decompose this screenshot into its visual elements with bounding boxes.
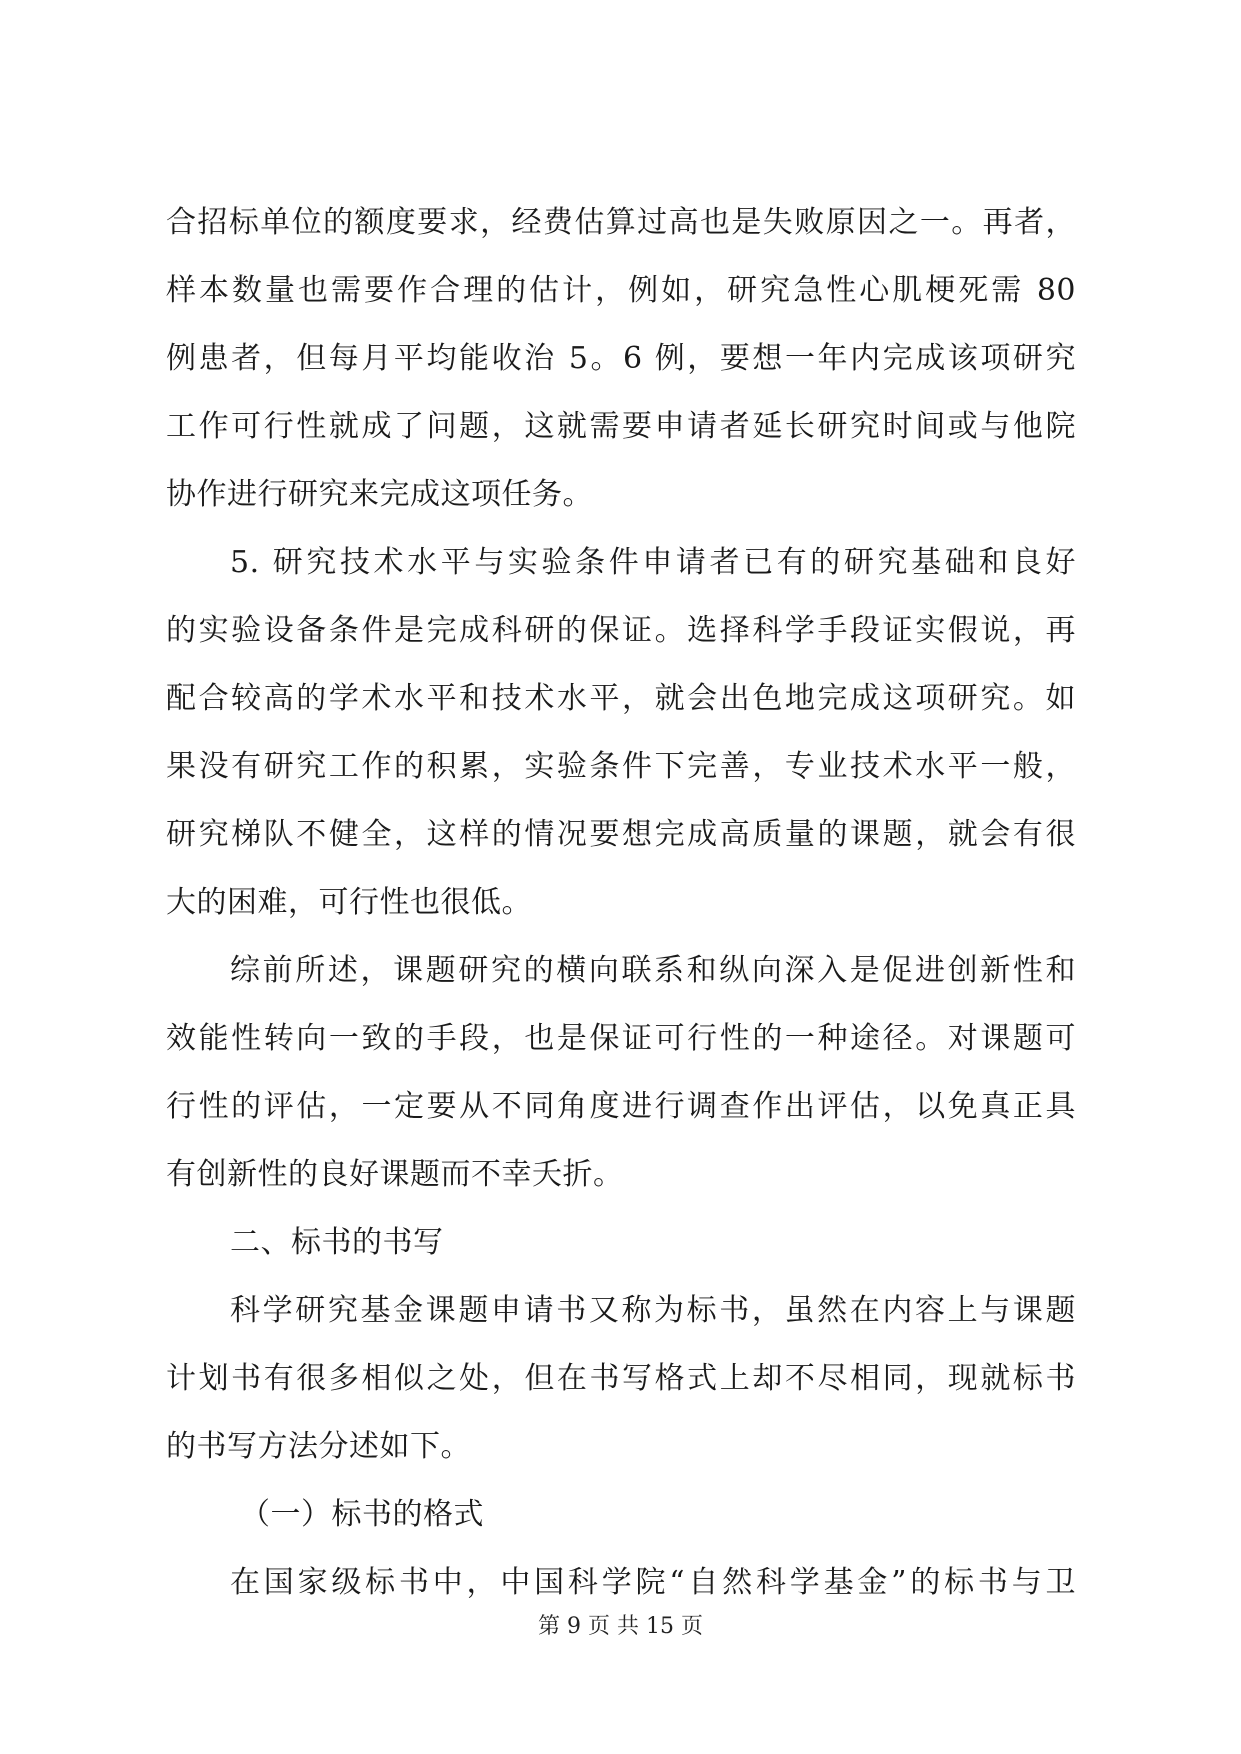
text-line: 5. 研究技术水平与实验条件申请者已有的研究基础和良好 bbox=[230, 545, 1076, 580]
page-footer: 第 9 页 共 15 页 bbox=[538, 1614, 703, 1639]
subsection-heading: （一）标书的格式 bbox=[240, 1497, 484, 1532]
text-line: 综前所述，课题研究的横向联系和纵向深入是促进创新性和 bbox=[230, 953, 1076, 988]
text-line: 有创新性的良好课题而不幸夭折。 bbox=[166, 1157, 624, 1192]
text-line: 行性的评估，一定要从不同角度进行调查作出评估，以免真正具 bbox=[166, 1089, 1076, 1124]
text-line: 在国家级标书中，中国科学院“自然科学基金”的标书与卫 bbox=[230, 1565, 1076, 1600]
text-line: 大的困难，可行性也很低。 bbox=[166, 885, 532, 920]
text-line: 的实验设备条件是完成科研的保证。选择科学手段证实假说，再 bbox=[166, 613, 1076, 648]
text-line: 例患者，但每月平均能收治 5。6 例，要想一年内完成该项研究 bbox=[166, 341, 1076, 376]
text-line: 合招标单位的额度要求，经费估算过高也是失败原因之一。再者， bbox=[166, 205, 1076, 240]
text-line: 协作进行研究来完成这项任务。 bbox=[166, 477, 593, 512]
text-line: 配合较高的学术水平和技术水平，就会出色地完成这项研究。如 bbox=[166, 681, 1076, 716]
text-line: 效能性转向一致的手段，也是保证可行性的一种途径。对课题可 bbox=[166, 1021, 1076, 1056]
text-line: 样本数量也需要作合理的估计，例如，研究急性心肌梗死需 80 bbox=[166, 273, 1076, 308]
text-line: 计划书有很多相似之处，但在书写格式上却不尽相同，现就标书 bbox=[166, 1361, 1076, 1396]
text-line: 研究梯队不健全，这样的情况要想完成高质量的课题，就会有很 bbox=[166, 817, 1076, 852]
text-line: 科学研究基金课题申请书又称为标书，虽然在内容上与课题 bbox=[230, 1293, 1076, 1328]
text-line: 的书写方法分述如下。 bbox=[166, 1429, 471, 1464]
text-line: 工作可行性就成了问题，这就需要申请者延长研究时间或与他院 bbox=[166, 409, 1076, 444]
section-heading: 二、标书的书写 bbox=[230, 1225, 444, 1260]
text-line: 果没有研究工作的积累，实验条件下完善，专业技术水平一般， bbox=[166, 749, 1076, 784]
